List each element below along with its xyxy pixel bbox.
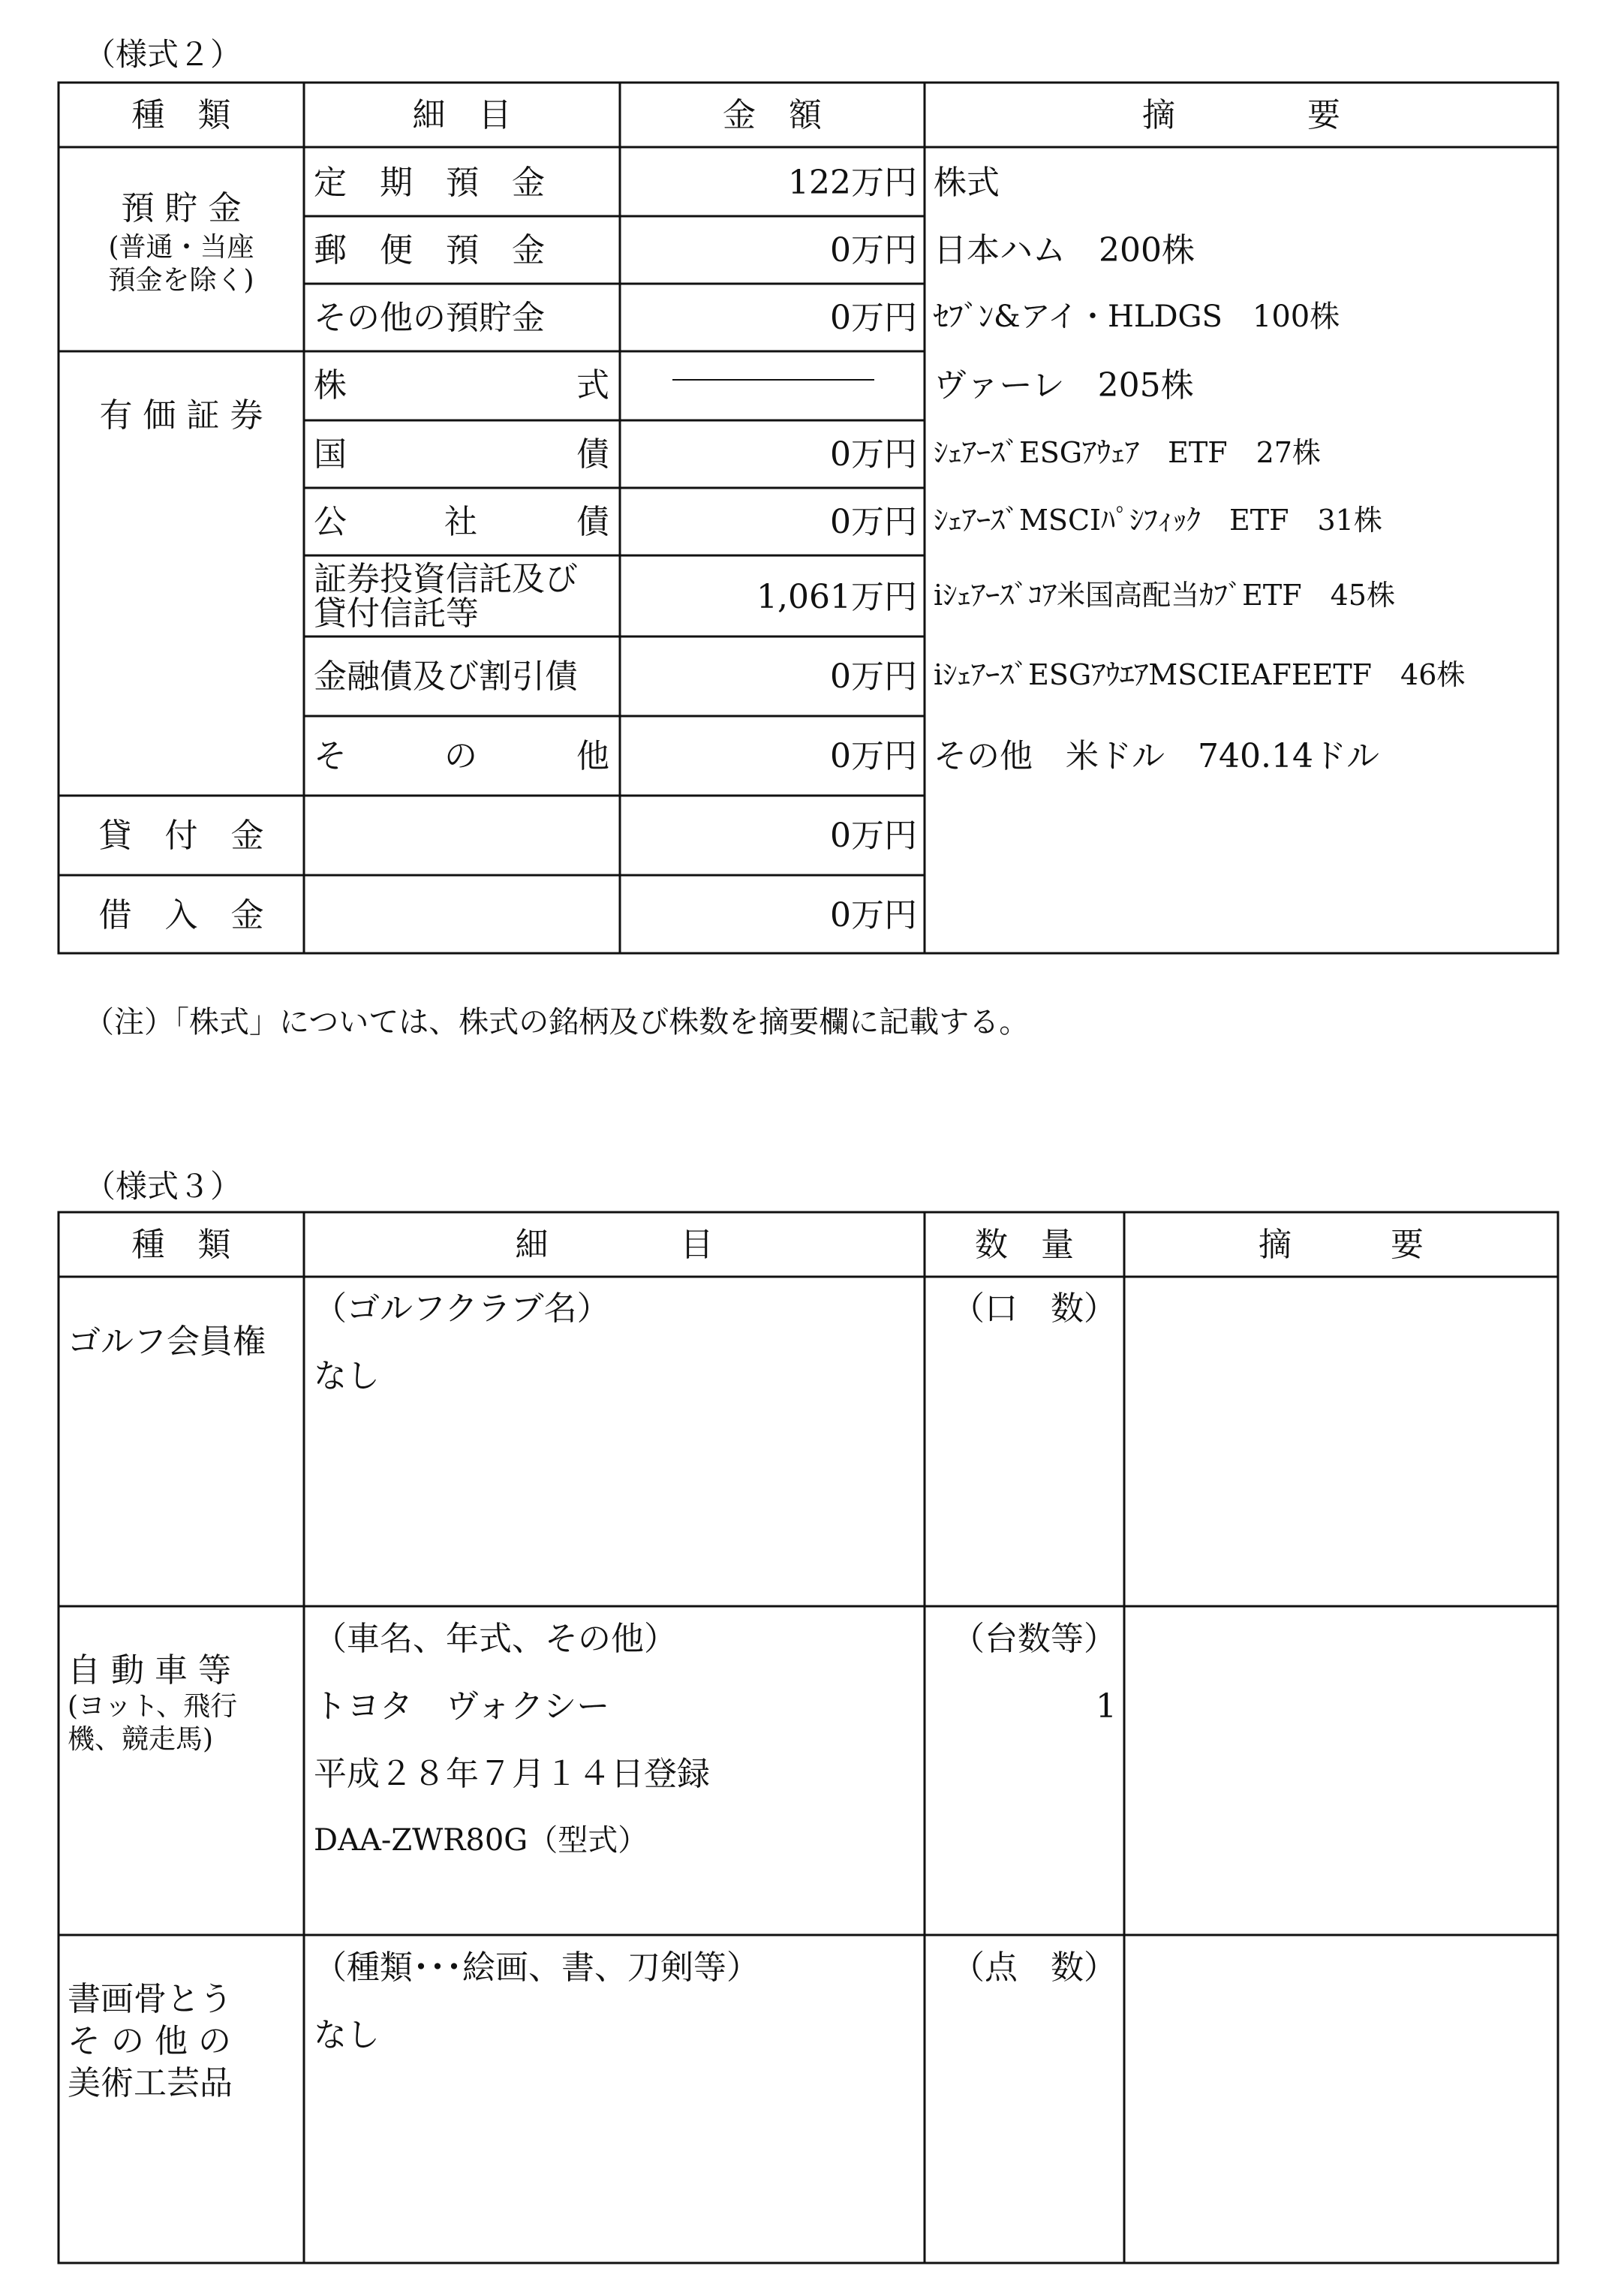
amount-other-deposit: 0万円 <box>830 299 917 337</box>
item-stock-a: 株 <box>314 366 347 405</box>
amount-other: 0万円 <box>830 737 917 775</box>
category-securities: 有 価 証 券 <box>99 396 263 435</box>
art-detail-heading: （種類･･･絵画、書、刀剣等） <box>314 1948 759 1987</box>
amount-gov-bond: 0万円 <box>830 435 917 474</box>
summary-line: ｼｪｱｰｽﾞMSCIﾊﾟｼﾌｨｯｸ ETF 31株 <box>934 504 1382 537</box>
category-golf: ゴルフ会員権 <box>68 1323 266 1361</box>
item-investment-trust-1: 証券投資信託及び <box>314 560 578 598</box>
item-other-a: そ <box>314 737 347 775</box>
item-other-b: 他 <box>576 737 609 775</box>
summary-line: ｼｪｱｰｽﾞESGｱｳｪｱ ETF 27株 <box>934 436 1321 469</box>
golf-detail-heading: （ゴルフクラブ名） <box>314 1289 610 1328</box>
golf-quantity-heading: （口 数） <box>952 1289 1117 1328</box>
item-other-deposit: その他の預貯金 <box>314 299 545 337</box>
category-car-note-2: 機、競走馬) <box>68 1724 214 1755</box>
item-corp-bond-mid: 社 <box>444 503 477 541</box>
header-item: 細 目 <box>515 1226 714 1264</box>
form3-label: （様式３） <box>84 1168 242 1205</box>
golf-detail: なし <box>314 1357 380 1395</box>
form2-label: （様式２） <box>84 36 242 73</box>
category-loans: 貸 付 金 <box>98 817 264 855</box>
item-investment-trust-2: 貸付信託等 <box>314 594 479 633</box>
summary-line: iｼｪｱｰｽﾞｺｱ米国高配当ｶﾌﾞETF 45株 <box>934 579 1395 612</box>
header-quantity: 数 量 <box>975 1226 1074 1264</box>
item-other-mid: の <box>444 737 477 775</box>
item-gov-bond-b: 債 <box>576 435 609 474</box>
form2-note: （注）「株式」については、株式の銘柄及び株数を摘要欄に記載する。 <box>84 1005 1030 1040</box>
header-type: 種 類 <box>131 1226 231 1264</box>
header-amount: 金 額 <box>723 96 822 134</box>
item-postal-deposit: 郵 便 預 金 <box>314 231 545 269</box>
category-deposits: 預 貯 金 <box>121 189 242 227</box>
header-type: 種 類 <box>131 96 231 134</box>
summary-line: 日本ハム 200株 <box>934 231 1195 269</box>
category-deposits-note-2: 預金を除く) <box>108 265 254 296</box>
amount-time-deposit: 122万円 <box>788 164 917 202</box>
art-detail: なし <box>314 2016 380 2054</box>
art-quantity-heading: （点 数） <box>952 1948 1117 1987</box>
summary-line: その他 米ドル 740.14ドル <box>934 737 1379 775</box>
category-art-3: 美術工芸品 <box>68 2064 233 2102</box>
car-detail-line: 平成２８年７月１４日登録 <box>314 1755 710 1793</box>
category-borrowings: 借 入 金 <box>98 896 264 934</box>
summary-line: ヴァーレ 205株 <box>934 366 1194 405</box>
header-item: 細 目 <box>412 96 512 134</box>
amount-loans: 0万円 <box>830 817 917 855</box>
amount-postal-deposit: 0万円 <box>830 231 917 269</box>
item-corp-bond-a: 公 <box>314 503 347 541</box>
item-corp-bond-b: 債 <box>576 503 609 541</box>
item-time-deposit: 定 期 預 金 <box>314 164 545 202</box>
category-art-1: 書画骨とう <box>68 1980 233 2018</box>
car-detail-line: DAA-ZWR80G（型式） <box>314 1823 648 1858</box>
amount-investment-trust: 1,061万円 <box>756 578 917 616</box>
amount-financial-bond: 0万円 <box>830 658 917 696</box>
category-deposits-note-1: (普通・当座 <box>108 232 254 263</box>
category-car: 自 動 車 等 <box>68 1651 231 1690</box>
item-financial-bond: 金融債及び割引債 <box>314 658 578 696</box>
item-gov-bond-a: 国 <box>314 435 347 474</box>
header-summary: 摘 要 <box>1259 1226 1424 1264</box>
car-detail-line: トヨタ ヴォクシー <box>314 1687 610 1726</box>
car-quantity: 1 <box>1096 1687 1117 1726</box>
amount-borrowings: 0万円 <box>830 896 917 934</box>
header-summary: 摘 要 <box>1142 96 1340 134</box>
category-car-note-1: (ヨット、飛行 <box>68 1691 238 1722</box>
car-detail-heading: （車名、年式、その他） <box>314 1620 677 1658</box>
summary-line: ｾﾌﾞﾝ&アイ・HLDGS 100株 <box>934 299 1340 334</box>
category-art-2: そ の 他 の <box>68 2022 231 2060</box>
summary-line: 株式 <box>934 164 1000 202</box>
summary-line: iｼｪｱｰｽﾞESGｱｳｴｱMSCIEAFEETF 46株 <box>934 658 1466 691</box>
car-quantity-heading: （台数等） <box>952 1620 1117 1658</box>
item-stock-b: 式 <box>576 366 609 405</box>
amount-corp-bond: 0万円 <box>830 503 917 541</box>
